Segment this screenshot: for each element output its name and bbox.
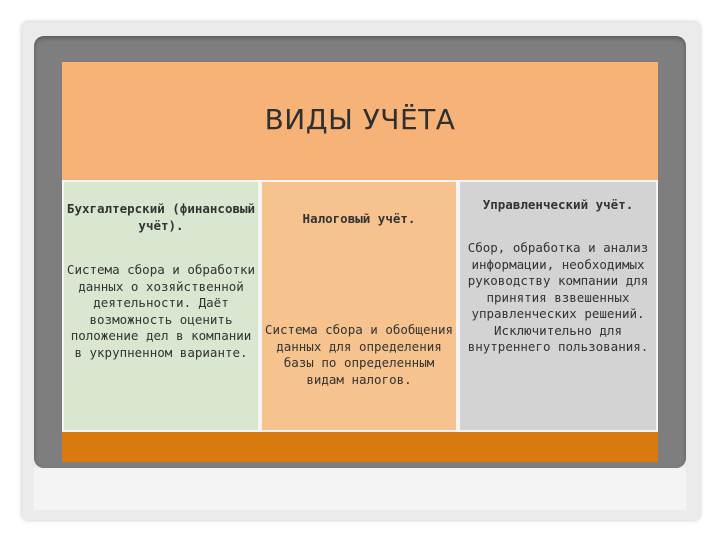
- column-accounting-heading: Бухгалтерский (финансовый учёт).: [66, 201, 256, 233]
- column-accounting-body: Система сбора и обработки данных о хозяйственной деятельности. Даёт возможность оценить положение дел в компании в укрупненном варианте.: [66, 262, 256, 360]
- accent-bar: [62, 432, 658, 462]
- column-management: [458, 180, 658, 432]
- column-management-heading: Управленческий учёт.: [482, 197, 634, 212]
- column-tax-heading: Налоговый учёт.: [302, 211, 416, 226]
- slide-bottom-band: [34, 468, 686, 510]
- column-accounting: [62, 180, 260, 432]
- slide-title: ВИДЫ УЧЁТА: [264, 103, 456, 136]
- column-tax: [260, 180, 458, 432]
- column-management-body: Сбор, обработка и анализ информации, необходимых руководству компании для принятия взвешенных управленческих решений. Исключительно для внутреннего пользования.: [467, 240, 649, 354]
- column-tax-body: Система сбора и обобщения данных для определения базы по определенным видам налогов.: [264, 322, 454, 387]
